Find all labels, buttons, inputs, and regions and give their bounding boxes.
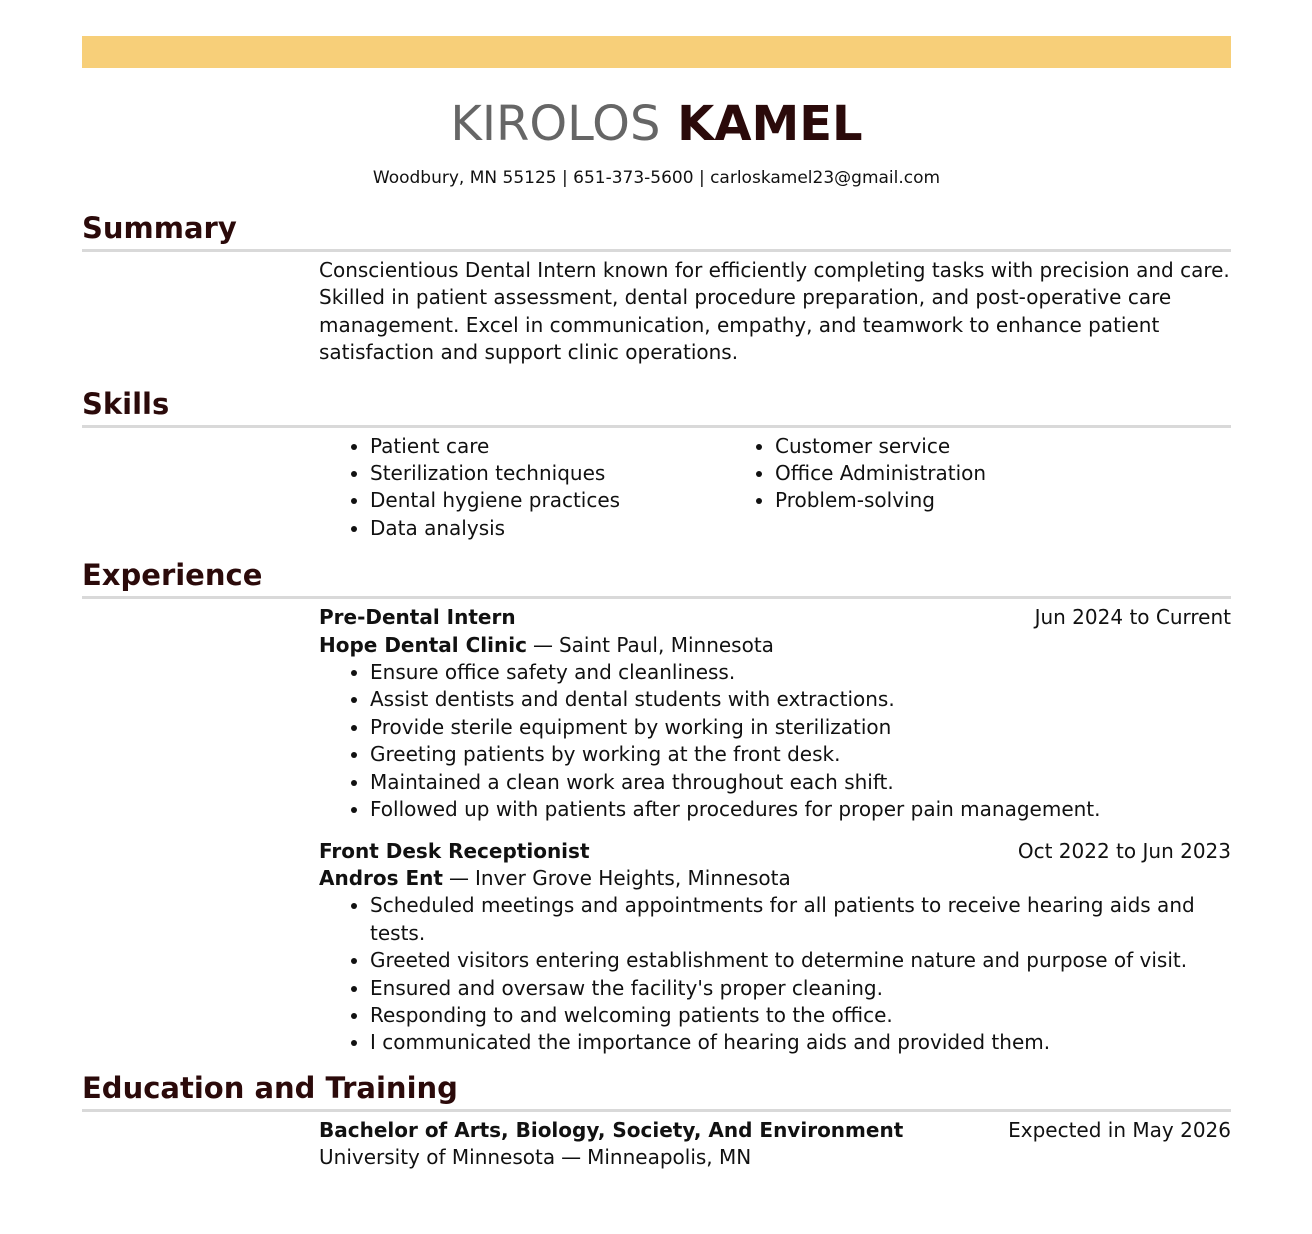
duty-item: • Ensured and oversaw the facility's proper cleaning.	[370, 975, 1231, 1002]
resume-page	[82, 36, 1231, 1172]
duty-item: • Greeting patients by working at the front desk.	[370, 741, 1231, 768]
experience-section	[82, 558, 1231, 1057]
job-employer: Hope Dental Clinic — Saint Paul, Minnesota	[319, 632, 774, 657]
skills-heading: Skills	[82, 387, 1231, 428]
job-title: Front Desk Receptionist	[319, 838, 590, 863]
skills-list	[319, 428, 1231, 543]
education-heading: Education and Training	[82, 1071, 1231, 1112]
skill-item: • Office Administration	[775, 460, 1129, 487]
top-accent-bar	[82, 36, 1231, 68]
duty-item: • Assist dentists and dental students with extractions.	[370, 686, 1231, 713]
company-name: Andros Ent	[319, 865, 443, 890]
job-location: Inver Grove Heights, Minnesota	[474, 865, 791, 890]
duty-item: • Provide sterile equipment by working in sterilization	[370, 714, 1231, 741]
skill-item: • Patient care	[370, 433, 724, 460]
job-employer: Andros Ent — Inver Grove Heights, Minnesota	[319, 865, 791, 890]
summary-text: Conscientious Dental Intern known for efficiently completing tasks with precision and care. Skilled in patient assessment, dental procedure preparation, and post-operative care management. Excel in communication, empathy, and teamwork to enhance patient satisfaction and support clinic operations.	[319, 258, 1230, 365]
duty-item: • Followed up with patients after procedures for proper pain management.	[370, 796, 1231, 823]
skill-item: • Problem-solving	[775, 487, 1129, 514]
job-entry	[319, 838, 1231, 1057]
school-location: Minneapolis, MN	[587, 1145, 752, 1170]
skill-item: • Customer service	[775, 433, 1129, 460]
job-dates: Jun 2024 to Current	[1034, 605, 1231, 630]
duty-item: • Maintained a clean work area throughout each shift.	[370, 769, 1231, 796]
job-entry	[319, 604, 1231, 823]
duty-item: • Responding to and welcoming patients to the office.	[370, 1002, 1231, 1029]
school-name: University of Minnesota	[319, 1145, 556, 1170]
experience-heading: Experience	[82, 558, 1231, 599]
job-duties	[319, 659, 1231, 823]
job-location: Saint Paul, Minnesota	[558, 632, 774, 657]
job-duties	[319, 892, 1231, 1056]
graduation-date: Expected in May 2026	[1008, 1117, 1231, 1142]
school-info: University of Minnesota — Minneapolis, MN	[319, 1145, 752, 1170]
duty-item: • Scheduled meetings and appointments for all patients to receive hearing aids and tests.	[370, 892, 1231, 947]
skill-item: • Sterilization techniques	[370, 460, 724, 487]
skill-item: • Dental hygiene practices	[370, 487, 724, 514]
contact-info: Woodbury, MN 55125 | 651-373-5600 | carloskamel23@gmail.com	[372, 168, 941, 188]
skills-column-right	[724, 433, 1129, 543]
last-name: KAMEL	[677, 96, 863, 152]
skills-column-left	[319, 433, 724, 543]
skill-item: • Data analysis	[370, 515, 724, 542]
education-section	[82, 1071, 1231, 1172]
summary-heading: Summary	[82, 211, 1231, 252]
job-title: Pre-Dental Intern	[319, 605, 516, 630]
candidate-name	[82, 94, 1231, 154]
duty-item: • Ensure office safety and cleanliness.	[370, 659, 1231, 686]
skills-section	[82, 387, 1231, 543]
company-name: Hope Dental Clinic	[319, 632, 527, 657]
duty-item: • I communicated the importance of hearing aids and provided them.	[370, 1029, 1231, 1056]
summary-section	[82, 211, 1231, 367]
first-name: KIROLOS	[450, 96, 661, 152]
degree: Bachelor of Arts, Biology, Society, And Environment	[319, 1117, 904, 1142]
job-dates: Oct 2022 to Jun 2023	[1017, 838, 1231, 863]
duty-item: • Greeted visitors entering establishment to determine nature and purpose of visit.	[370, 947, 1231, 974]
